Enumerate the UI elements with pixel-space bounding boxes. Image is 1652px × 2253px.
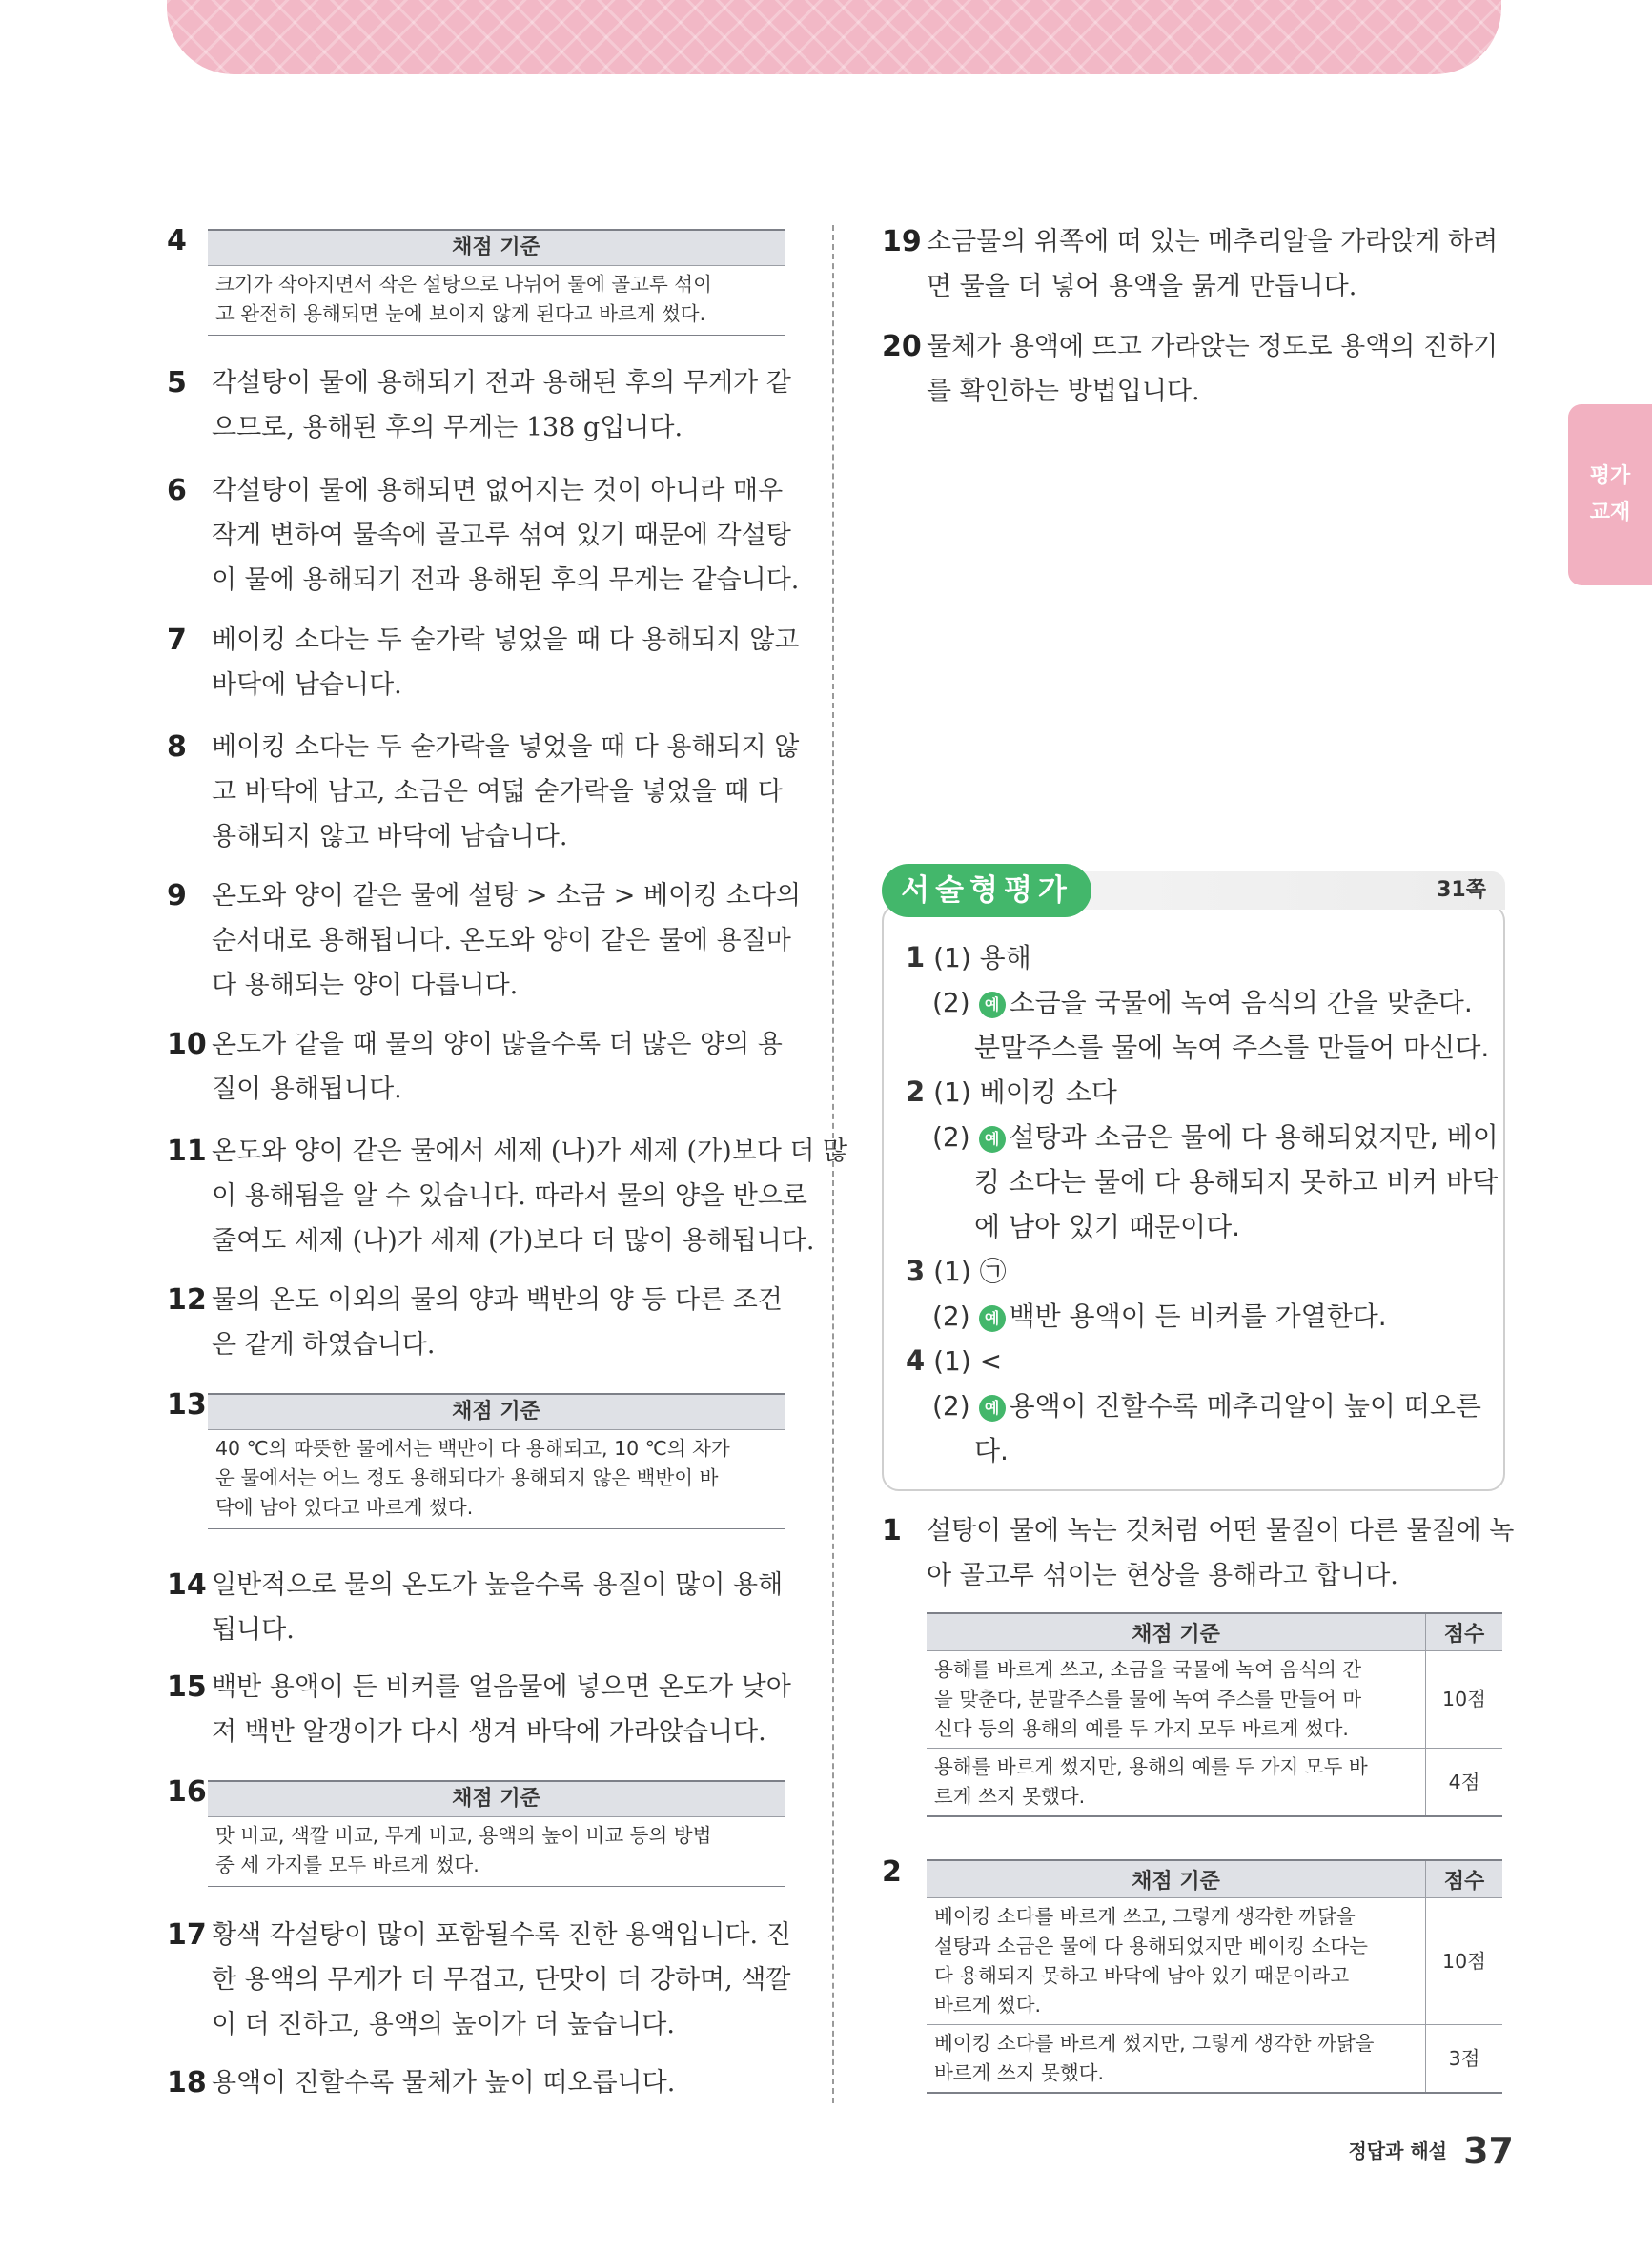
criteria-header: 채점 기준 [208,1780,785,1817]
answer-line: 면 물을 더 넣어 용액을 묽게 만듭니다. [927,272,1357,301]
criteria-line: 운 물에서는 어느 정도 용해되다가 용해되지 않은 백반이 바 [215,1466,719,1489]
answer-line: 소금물의 위쪽에 떠 있는 메추리알을 가라앉게 하려 [927,227,1499,256]
answer-line: 물체가 용액에 뜨고 가라앉는 정도로 용액의 진하기 [927,332,1499,361]
essay-answer-4-2-cont [974,1428,1009,1473]
score-table-2 [927,1859,1502,2094]
answer-line: 이 물에 용해되기 전과 용해된 후의 무게는 같습니다. [212,565,800,595]
criteria-line: 바르게 쓰지 못했다. [934,2061,1104,2084]
criteria-line: 용해를 바르게 쓰고, 소금을 국물에 녹여 음식의 간 [934,1658,1362,1681]
question-number: 7 [167,624,187,657]
question-number: 9 [167,879,187,912]
example-badge-icon: 예 [979,1126,1006,1153]
answer-line: 백반 용액이 든 비커를 얼음물에 넣으면 온도가 낮아 [212,1672,791,1702]
essay-answer-2-2: (2) 예 설탕과 소금은 물에 다 용해되었지만, 베이 [932,1121,1499,1153]
answer-line: 각설탕이 물에 용해되면 없어지는 것이 아니라 매우 [212,476,784,505]
answer-text: 소금을 국물에 녹여 음식의 간을 맞춘다. [1009,987,1473,1018]
criteria-line: 닥에 남아 있다고 바르게 썼다. [215,1496,474,1519]
criteria-line: 중 세 가지를 모두 바르게 썼다. [215,1854,479,1876]
score-cell: 4점 [1426,1749,1503,1817]
score-cell: 10점 [1426,1651,1503,1749]
answer-line: 고 바닥에 남고, 소금은 여덟 숟가락을 넣었을 때 다 [212,777,783,807]
criteria-header: 채점 기준 [208,229,785,266]
essay-answer-1-1: 1 (1) 용해 [906,941,1031,973]
criteria-line: 베이킹 소다를 바르게 쓰고, 그렇게 생각한 까닭을 [934,1905,1356,1928]
criteria-header: 채점 기준 [927,1860,1426,1898]
essay-answer-2-2-cont [974,1159,1498,1204]
answer-line: 됩니다. [212,1615,295,1645]
side-tab-line1: 평가 [1589,464,1631,488]
top-decorative-band [167,0,1501,74]
essay-answer-4-1: 4 (1) < [906,1344,1003,1377]
page-footer [1348,2130,1514,2172]
criteria-line: 40 ℃의 따뜻한 물에서는 백반이 다 용해되고, 10 ℃의 차가 [215,1437,730,1460]
table-row [927,2025,1502,2094]
answer-line: 각설탕이 물에 용해되기 전과 용해된 후의 무게가 같 [212,368,791,398]
answer-line: 설탕이 물에 녹는 것처럼 어떤 물질이 다른 물질에 녹 [927,1516,1515,1546]
criteria-line: 용해를 바르게 썼지만, 용해의 예를 두 가지 모두 바 [934,1755,1368,1778]
answer-text: (1) ㉠ [933,1256,1007,1287]
table-row [927,1651,1502,1749]
answer-line: 바닥에 남습니다. [212,670,402,700]
answer-text: 용액이 진할수록 메추리알이 높이 떠오른 [1009,1390,1481,1422]
answer-text [212,1665,791,1754]
question-number: 2 [882,1855,902,1889]
answer-line: 온도가 같을 때 물의 양이 많을수록 더 많은 양의 용 [212,1030,783,1059]
score-cell: 3점 [1426,2025,1503,2094]
answer-text: 백반 용액이 든 비커를 가열한다. [1009,1301,1387,1332]
answer-line: 이 더 진하고, 용액의 높이가 더 높습니다. [212,2010,675,2039]
answer-line: 이 용해됨을 알 수 있습니다. 따라서 물의 양을 반으로 [212,1181,807,1211]
question-number: 4 [167,224,187,257]
answer-text [212,1563,783,1652]
answer-line: 다 용해되는 양이 다릅니다. [212,971,519,1000]
question-number: 13 [167,1388,207,1422]
answer-text [212,1913,791,2047]
essay-answer-1-2: (2) 예 소금을 국물에 녹여 음식의 간을 맞춘다. [932,987,1473,1018]
question-number: 17 [167,1918,207,1952]
side-tab-line2: 교재 [1589,501,1631,524]
answer-text [212,725,799,859]
answer-line: 온도와 양이 같은 물에서 세제 (나)가 세제 (가)보다 더 많 [212,1137,848,1166]
essay-header [882,864,1505,917]
criteria-cell [927,1749,1426,1817]
criteria-body [208,266,785,336]
answer-text [212,1278,783,1367]
criteria-line: 다 용해되지 못하고 바닥에 남아 있기 때문이라고 [934,1964,1350,1987]
question-number: 6 [167,474,187,507]
answer-line: 용액이 진할수록 물체가 높이 떠오릅니다. [212,2068,676,2098]
criteria-line: 바르게 썼다. [934,1994,1042,2017]
question-number: 11 [167,1135,207,1168]
answer-text [927,324,1498,414]
criteria-cell [927,1898,1426,2025]
question-number: 18 [167,2066,207,2099]
answer-line: 온도와 양이 같은 물에 설탕 > 소금 > 베이킹 소다의 [212,881,802,911]
answer-text: 분말주스를 물에 녹여 주스를 만들어 마신다. [974,1032,1490,1063]
example-badge-icon: 예 [979,1395,1006,1422]
side-tab-evaluation[interactable] [1568,404,1652,585]
score-header: 점수 [1426,1613,1503,1651]
criteria-box-16 [208,1780,785,1887]
answer-text: 다. [974,1435,1009,1466]
score-header: 점수 [1426,1860,1503,1898]
criteria-line: 르게 쓰지 못했다. [934,1785,1086,1808]
answer-text: (1) < [933,1345,1003,1377]
answer-line: 물의 온도 이외의 물의 양과 백반의 양 등 다른 조건 [212,1285,783,1315]
question-number: 19 [882,225,922,258]
criteria-cell [927,1651,1426,1749]
essay-title: 서술형평가 [882,864,1091,917]
question-number: 1 [882,1514,902,1547]
answer-line: 베이킹 소다는 두 숟가락 넣었을 때 다 용해되지 않고 [212,625,800,655]
answer-line: 작게 변하여 물속에 골고루 섞여 있기 때문에 각설탕 [212,521,791,550]
answer-line: 순서대로 용해됩니다. 온도와 양이 같은 물에 용질마 [212,926,791,955]
answer-line: 일반적으로 물의 온도가 높을수록 용질이 많이 용해 [212,1570,784,1600]
criteria-header: 채점 기준 [927,1613,1426,1651]
answer-text: (1) 베이킹 소다 [933,1076,1117,1108]
criteria-body [208,1817,785,1887]
answer-line: 황색 각설탕이 많이 포함될수록 진한 용액입니다. 진 [212,1920,791,1950]
question-number: 20 [882,330,922,363]
essay-answer-2-2-cont2 [974,1204,1240,1249]
question-number: 10 [167,1028,207,1061]
answer-line: 져 백반 알갱이가 다시 생겨 바닥에 가라앉습니다. [212,1717,766,1747]
criteria-line: 을 맞춘다, 분말주스를 물에 녹여 주스를 만들어 마 [934,1688,1362,1710]
criteria-line: 고 완전히 용해되면 눈에 보이지 않게 된다고 바르게 썼다. [215,302,706,325]
criteria-line: 맛 비교, 색깔 비교, 무게 비교, 용액의 높이 비교 등의 방법 [215,1824,712,1847]
question-number: 16 [167,1775,207,1809]
table-row [927,1749,1502,1817]
essay-answer-1-2-cont [974,1025,1489,1070]
answer-text [927,219,1498,309]
criteria-line: 신다 등의 용해의 예를 두 가지 모두 바르게 썼다. [934,1717,1349,1740]
question-number: 12 [167,1283,207,1317]
table-row [927,1898,1502,2025]
footer-label: 정답과 해설 [1348,2140,1448,2162]
criteria-line: 크기가 작아지면서 작은 설탕으로 나뉘어 물에 골고루 섞이 [215,273,712,296]
essay-answer-3-1: 3 (1) ㉠ [906,1255,1007,1287]
essay-page-ref: 31쪽 [1437,878,1486,902]
criteria-body [208,1430,785,1529]
page-number: 37 [1463,2130,1514,2172]
question-number: 15 [167,1670,207,1704]
answer-text [212,873,801,1008]
answer-text [212,618,799,707]
answer-text: 설탕과 소금은 물에 다 용해되었지만, 베이 [1009,1121,1499,1153]
criteria-box-4 [208,229,785,336]
answer-text: (1) 용해 [933,942,1031,973]
answer-text [212,468,799,603]
criteria-line: 베이킹 소다를 바르게 썼지만, 그렇게 생각한 까닭을 [934,2032,1375,2055]
answer-text [212,360,791,450]
answer-line: 은 같게 하였습니다. [212,1330,436,1360]
answer-text [927,1508,1514,1598]
answer-line: 질이 용해됩니다. [212,1075,402,1104]
answer-line: 용해되지 않고 바닥에 남습니다. [212,822,568,851]
criteria-line: 설탕과 소금은 물에 다 용해되었지만 베이킹 소다는 [934,1935,1368,1957]
question-number: 14 [167,1568,207,1602]
answer-line: 줄여도 세제 (나)가 세제 (가)보다 더 많이 용해됩니다. [212,1226,815,1256]
example-badge-icon: 예 [979,992,1006,1018]
score-cell: 10점 [1426,1898,1503,2025]
answer-line: 베이킹 소다는 두 숟가락을 넣었을 때 다 용해되지 않 [212,732,800,762]
answer-line: 으므로, 용해된 후의 무게는 138 g입니다. [212,413,683,442]
answer-text: 킹 소다는 물에 다 용해되지 못하고 비커 바닥 [974,1166,1499,1198]
criteria-header: 채점 기준 [208,1393,785,1430]
answer-text [212,2060,675,2105]
essay-answer-3-2: (2) 예 백반 용액이 든 비커를 가열한다. [932,1301,1387,1332]
question-number: 8 [167,730,187,764]
answer-line: 한 용액의 무게가 더 무겁고, 단맛이 더 강하며, 색깔 [212,1965,791,1995]
criteria-box-13 [208,1393,785,1529]
answer-text [212,1129,847,1263]
example-badge-icon: 예 [979,1305,1006,1332]
essay-answer-4-2: (2) 예 용액이 진할수록 메추리알이 높이 떠오른 [932,1390,1481,1422]
answer-line: 아 골고루 섞이는 현상을 용해라고 합니다. [927,1561,1398,1590]
criteria-cell [927,2025,1426,2094]
score-table-1 [927,1612,1502,1817]
answer-line: 를 확인하는 방법입니다. [927,377,1200,406]
question-number: 5 [167,366,187,399]
answer-text: 에 남아 있기 때문이다. [974,1211,1241,1242]
answer-text [212,1022,783,1112]
essay-answer-2-1: 2 (1) 베이킹 소다 [906,1075,1117,1108]
